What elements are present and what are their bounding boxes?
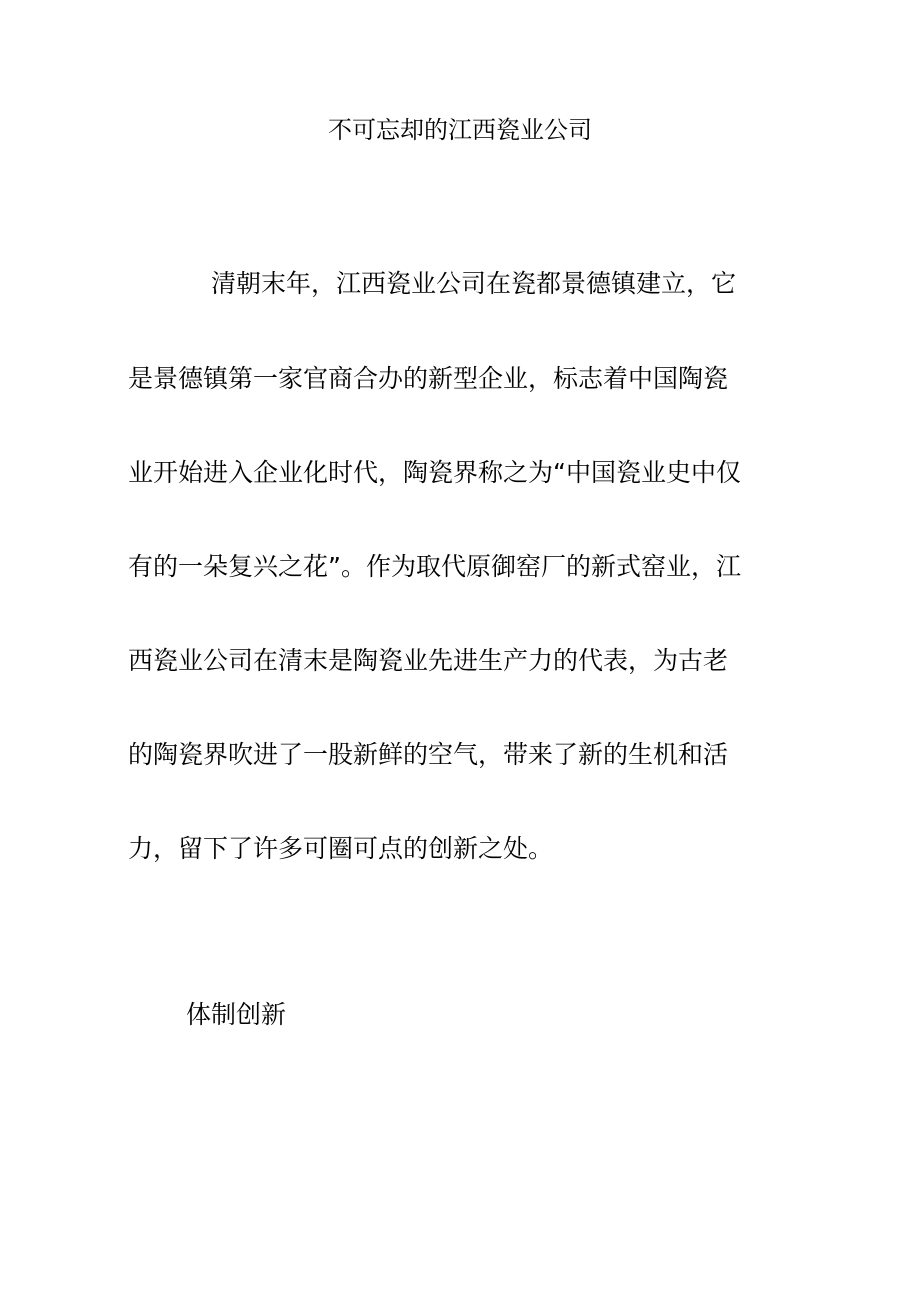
paragraph-line-3: 业开始进入企业化时代，陶瓷界称之为“中国瓷业史中仅 [128, 458, 741, 487]
paragraph-line-6: 的陶瓷界吹进了一股新鲜的空气，带来了新的生机和活 [128, 740, 729, 769]
document-title: 不可忘却的江西瓷业公司 [328, 116, 592, 144]
paragraph-line-5: 西瓷业公司在清末是陶瓷业先进生产力的代表，为古老 [128, 646, 729, 675]
paragraph-line-4: 有的一朵复兴之花”。作为取代原御窑厂的新式窑业，江 [128, 552, 741, 581]
paragraph-line-7: 力，留下了许多可圈可点的创新之处。 [128, 834, 554, 863]
section-heading: 体制创新 [186, 1000, 287, 1029]
paragraph-line-1: 清朝末年，江西瓷业公司在瓷都景德镇建立，它 [211, 269, 737, 298]
paragraph-line-2: 是景德镇第一家官商合办的新型企业，标志着中国陶瓷 [128, 364, 729, 393]
